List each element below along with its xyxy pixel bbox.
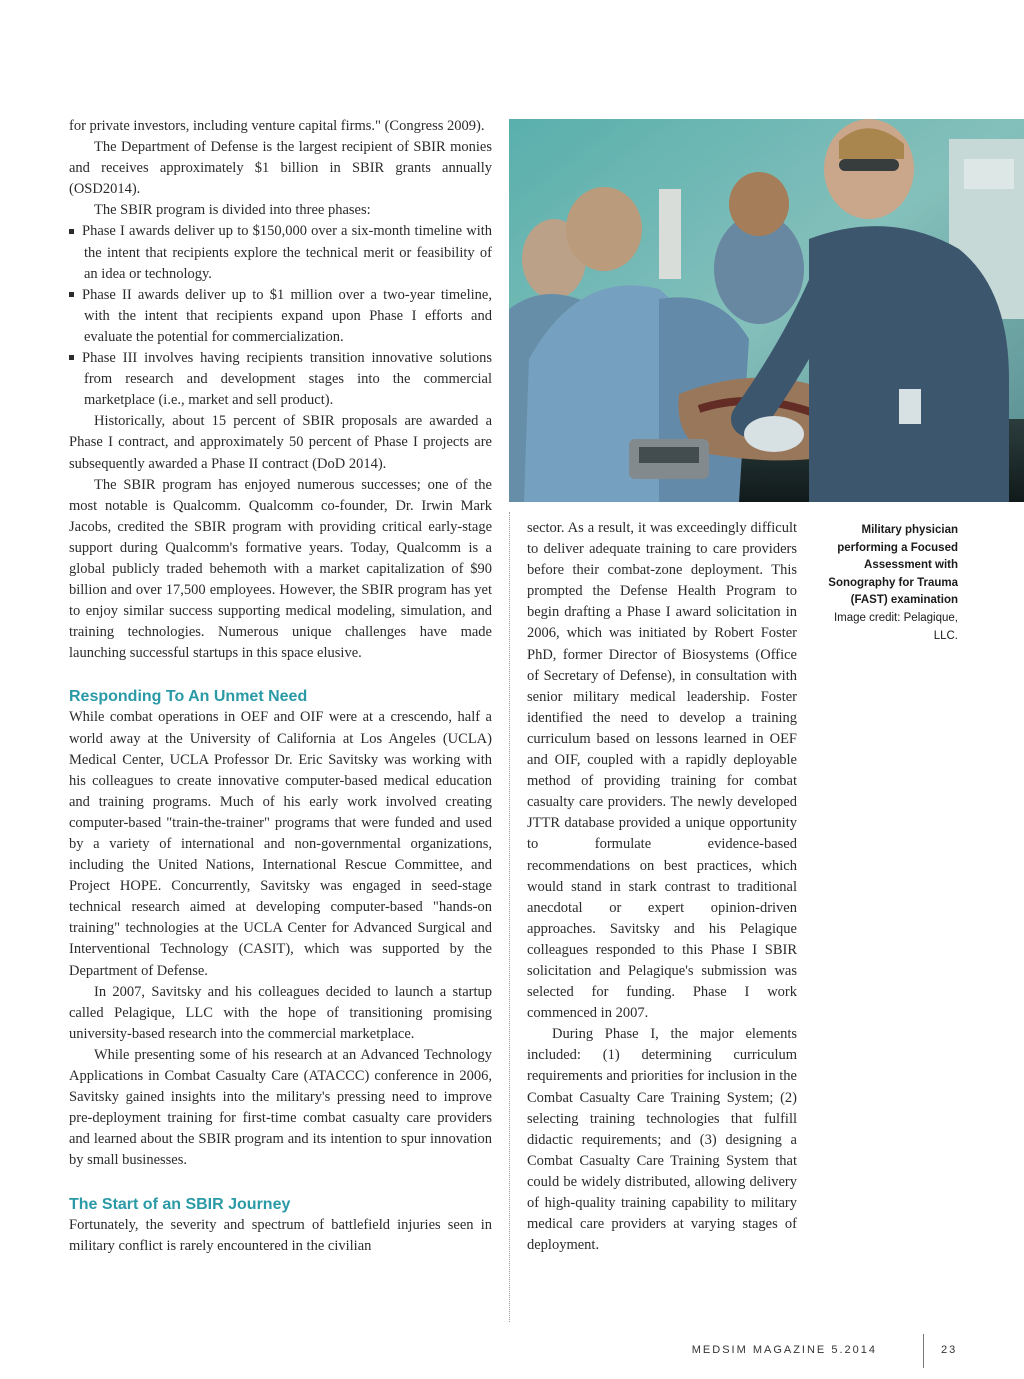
paragraph: While combat operations in OEF and OIF were at a crescendo, half a world away at the University of California at Los Angeles (UCLA) Medical Center, UCLA Professor Dr. Eric Savitsky was working with his colleagues to create innovative computer-based medical education and training programs. Much of his early work involved creating computer-based "train-the-trainer" programs that were funded and used by a variety of international and non-governmental organizations, including the United Nations, International Rescue Committee, and Project HOPE. Concurrently, Savitsky was engaged in seed-stage technical research aimed at developing computer-based "hands-on training" technologies at the UCLA Center for Advanced Surgical and Interventional Technology (CASIT), which was supported by the Department of Defense. [69,709,492,979]
footer-divider [923,1334,924,1368]
paragraph: sector. As a result, it was exceedingly difficult to deliver adequate training to care providers before their combat-zone deployment. This prompted the Defense Health Program to begin drafting a Phase I award solicitation in 2006, which was initiated by Robert Foster PhD, former Director of Biosystems (Office of Secretary of Defense), in consultation with senior military medical leadership. Foster identified the need to develop a training curriculum based on lessons learned in OEF and OIF, coupled with a rapidly deployable method of providing training for combat casualty care providers. The newly developed JTTR database provided a unique opportunity to formulate evidence-based recommendations on best practices, which would stand in stark contrast to traditional anecdotal or expert opinion-driven approaches. Savitsky and his Pelagique colleagues responded to this Phase I SBIR solicitation and Pelagique's submission was selected for funding. Phase I work commenced in 2007. [527,520,797,1022]
bullet-item: Phase III involves having recipients transition innovative solutions from research and development stages into the commercial marketplace (i.e., market and sell product). [69,348,492,411]
section-heading: The Start of an SBIR Journey [69,1195,291,1213]
caption-credit: Image credit: Pelagique, LLC. [833,611,958,642]
paragraph: During Phase I, the major elements included: (1) determining curriculum requirements and priorities for inclusion in the Combat Casualty Care Training System; (2) selecting training technologies that fulfill didactic requirements; and (3) designing a Combat Casualty Care Training System that could be widely distributed, allowing delivery of high-quality training capability to military medical care providers at varying stages of deployment. [527,1026,797,1254]
issue-date: 5.2014 [831,1344,877,1356]
left-text-column [69,116,492,1257]
paragraph: In 2007, Savitsky and his colleagues decided to launch a startup called Pelagique, LLC with the hope of transitioning promising university-based research into the commercial marketplace. [69,983,492,1042]
trauma-room-photo [509,119,1024,502]
caption-title: Military physician performing a Focused Assessment with Sonography for Trauma (FAST) examination [828,524,958,607]
page-number: 23 [941,1344,958,1356]
paragraph: Fortunately, the severity and spectrum of battlefield injuries seen in military conflict is rarely encountered in the civilian [69,1216,492,1254]
bullet-item: Phase II awards deliver up to $1 million over a two-year timeline, with the intent that recipients expand upon Phase I efforts and evaluate the potential for commercialization. [69,285,492,348]
bullet-square-icon [69,229,74,234]
magazine-name: MEDSIM MAGAZINE 5.2014 [691,1344,877,1356]
bullet-item: Phase I awards deliver up to $150,000 over a six-month timeline with the intent that recipients explore the technical merit or feasibility of an idea or technology. [69,221,492,284]
paragraph: While presenting some of his research at an Advanced Technology Applications in Combat Casualty Care (ATACCC) conference in 2006, Savitsky gained insights into the military's pressing need to improve pre-deployment training for first-time combat casualty care providers and learned about the SBIR program and its intention to spur innovation by small businesses. [69,1046,492,1169]
column-divider [509,512,510,1322]
paragraph: The Department of Defense is the largest recipient of SBIR monies and receives approximately $1 billion in SBIR grants annually (OSD2014). [69,139,492,198]
paragraph: The SBIR program has enjoyed numerous successes; one of the most notable is Qualcomm. Qualcomm co-founder, Dr. Irwin Mark Jacobs, credited the SBIR program with providing critical early-stage support during Qualcomm's formative years. Today, Qualcomm is a global publicly traded behemoth with a market capitalization of $90 billion and over 17,500 employees. However, the SBIR program has yet to enjoy similar success supporting medical modeling, simulation, and training technologies. Numerous unique challenges have made launching successful startups in this space elusive. [69,476,492,662]
section-heading: Responding To An Unmet Need [69,688,308,706]
paragraph: Historically, about 15 percent of SBIR proposals are awarded a Phase I contract, and approximately 50 percent of Phase I projects are subsequently awarded a Phase II contract (DoD 2014). [69,413,492,472]
right-text-column [527,518,797,1256]
paragraph: The SBIR program is divided into three phases: [94,202,371,219]
bullet-square-icon [69,292,74,297]
bullet-square-icon [69,355,74,360]
photo-caption [820,522,958,645]
paragraph: for private investors, including venture capital firms." (Congress 2009). [69,118,485,134]
page-footer [691,1337,990,1365]
